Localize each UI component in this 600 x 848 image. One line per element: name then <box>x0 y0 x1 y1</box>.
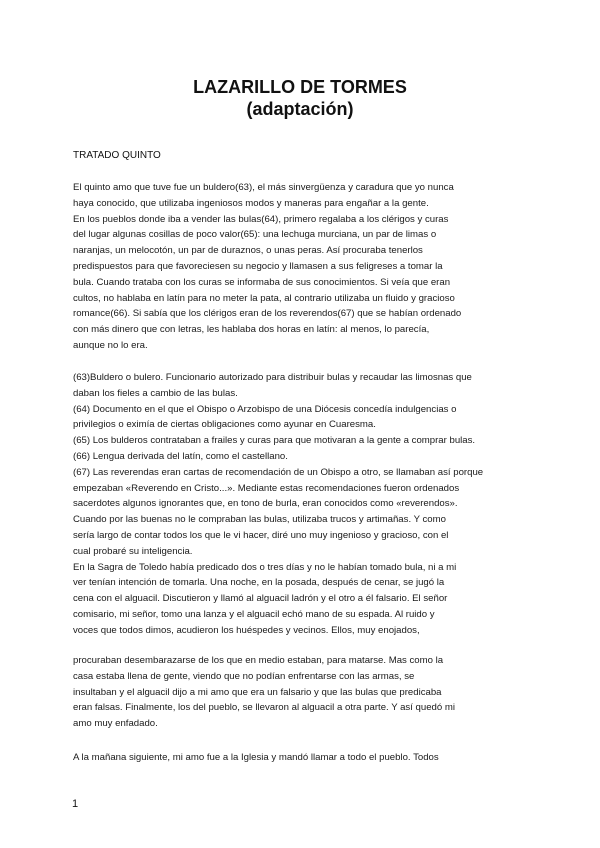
text-line: (67) Las reverendas eran cartas de recomendación de un Obispo a otro, se llamaban así porque <box>73 466 484 478</box>
text-line: cena con el alguacil. Discutieron y llamó al alguacil ladrón y el otro a él falsario. El señor <box>73 593 448 605</box>
text-line: privilegios o eximía de ciertas obligaciones como ayunar en Cuaresma. <box>73 419 376 431</box>
text-line: En los pueblos donde iba a vender las bulas(64), primero regalaba a los clérigos y curas <box>73 213 449 225</box>
text-line: con más dinero que con letras, les hablaba dos horas en latín: al menos, lo parecía, <box>73 324 430 336</box>
text-line: eran falsas. Finalmente, los del pueblo, se llevaron al alguacil a otra parte. Y así quedó mi <box>73 702 456 714</box>
text-line: sacerdotes algunos ignorantes que, en tono de burla, eran conocidos como «reverendos». <box>73 498 458 510</box>
text-line: sería largo de contar todos los que le vi hacer, diré uno muy ingenioso y gracioso, con el <box>73 529 449 541</box>
paragraph-continuation <box>73 653 543 732</box>
text-line: cultos, no hablaba en latín para no meter la pata, al contrario utilizaba un fluido y gracioso <box>73 292 455 304</box>
page-number: 1 <box>72 798 79 810</box>
text-line: procuraban desembarazarse de los que en medio estaban, para matarse. Mas como la <box>73 655 444 666</box>
text-line: casa estaba llena de gente, viendo que no podían enfrentarse con las armas, se <box>73 670 415 682</box>
text-line: insultaban y el alguacil dijo a mi amo que era un falsario y que las bulas que predicaba <box>73 686 442 698</box>
document-subtitle: (adaptación) <box>246 99 354 119</box>
text-line: comisario, mi señor, tomo una lanza y el alguacil echó mano de su espada. Al ruido y <box>73 608 435 620</box>
text-line: El quinto amo que tuve fue un buldero(63), el más sinvergüenza y caradura que yo nunca <box>73 182 454 193</box>
text-line: voces que todos dimos, acudieron los huéspedes y vecinos. Ellos, muy enojados, <box>73 624 420 636</box>
text-line: haya conocido, que utilizaba ingeniosos modos y maneras para engañar a la gente. <box>73 197 429 209</box>
text-line: romance(66). Si sabía que los clérigos eran de los reverendos(67) que se habían ordenado <box>73 308 462 320</box>
text-line: (66) Lengua derivada del latín, como el castellano. <box>73 450 288 462</box>
paragraph-notes <box>73 370 543 639</box>
text-line: del lugar algunas cosillas de poco valor(65): una lechuga murciana, un par de limas o <box>73 229 437 241</box>
text-line: aunque no lo era. <box>73 339 148 351</box>
text-line: daban los fieles a cambio de las bulas. <box>73 387 238 399</box>
text-line: En la Sagra de Toledo había predicado dos o tres días y no le habían tomado bula, ni a mi <box>73 561 457 573</box>
text-line: predispuestos para que favoreciesen su negocio y llamasen a sus feligreses a tomar la <box>73 260 443 272</box>
text-line: (64) Documento en el que el Obispo o Arzobispo de una Diócesis concedía indulgencias o <box>73 403 457 415</box>
text-line: bula. Cuando trataba con los curas se informaba de sus conocimientos. Si veía que eran <box>73 276 451 288</box>
text-line: (65) Los bulderos contrataban a frailes y curas para que motivaran a la gente a comprar bulas. <box>73 435 476 447</box>
text-line: amo muy enfadado. <box>73 718 158 730</box>
text-line: ver tenían intención de tomarla. Una noche, en la posada, después de cenar, se jugó la <box>73 577 445 589</box>
document-title: LAZARILLO DE TORMES <box>193 77 407 97</box>
text-line: Cuando por las buenas no le compraban las bulas, utilizaba trucos y artimañas. Y como <box>73 514 446 526</box>
text-line: A la mañana siguiente, mi amo fue a la Iglesia y mandó llamar a todo el pueblo. Todos <box>73 752 439 763</box>
text-line: naranjas, un melocotón, un par de duraznos, o unas peras. Así procuraba tenerlos <box>73 245 423 257</box>
paragraph-main <box>73 180 543 354</box>
paragraph-last <box>73 750 543 766</box>
text-line: (63)Buldero o bulero. Funcionario autorizado para distribuir bulas y recaudar las limosnas que <box>73 372 472 383</box>
text-line: empezaban «Reverendo en Cristo...». Mediante estas recomendaciones fueron ordenados <box>73 482 460 494</box>
section-heading: TRATADO QUINTO <box>73 150 161 161</box>
text-line: cual probaré su inteligencia. <box>73 545 193 557</box>
